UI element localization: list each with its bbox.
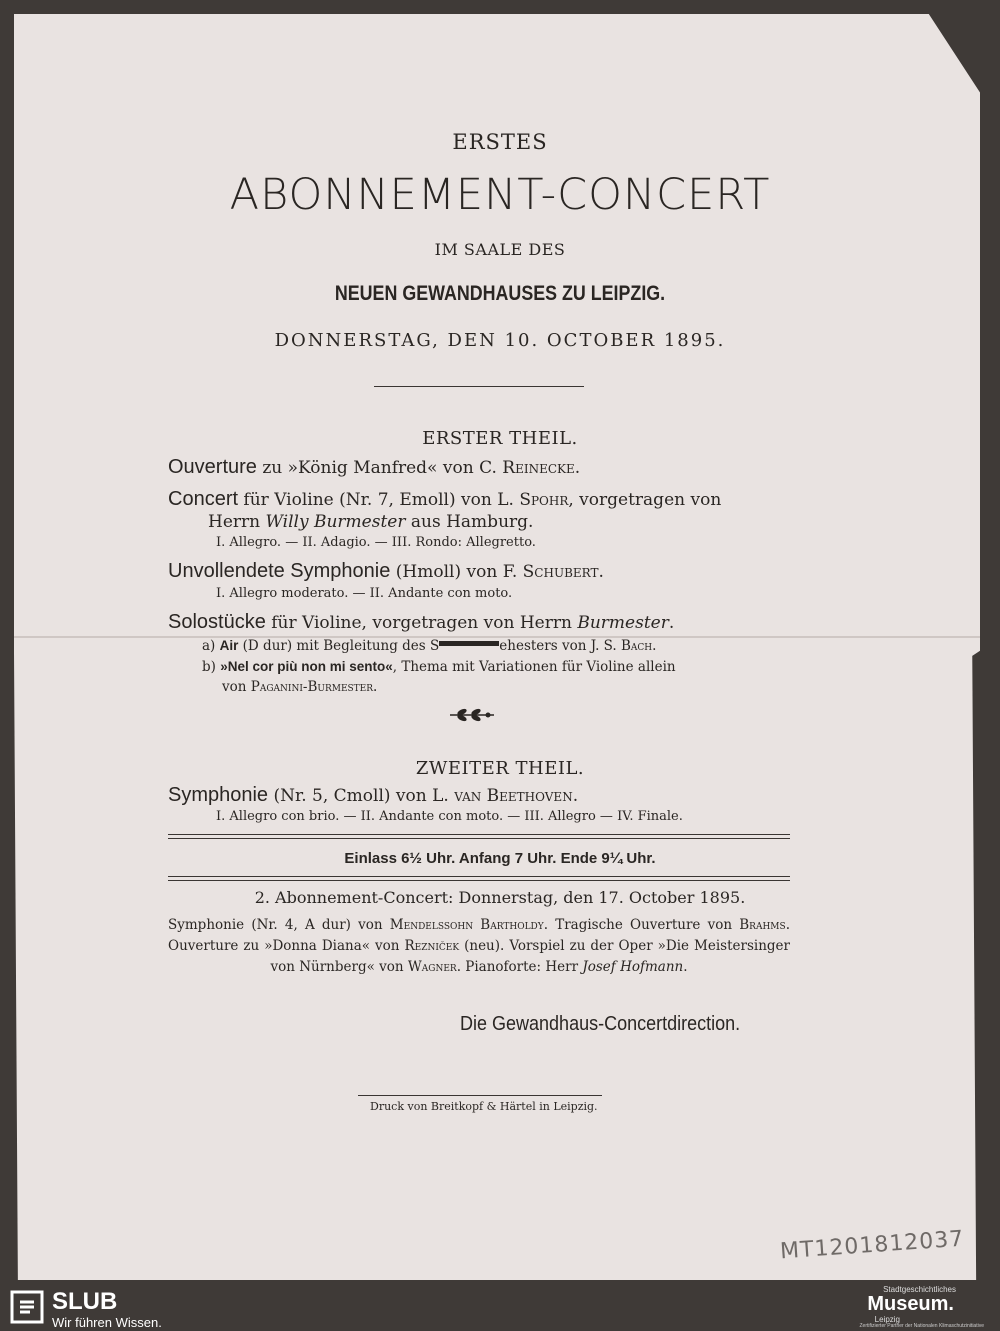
next-concert-program: Symphonie (Nr. 4, A dur) von Mendelssohn Bartholdy. Tragische Ouverture von Brahms. Ouverture zu »Donna Diana« von Rezniček (neu). Vorspiel zu der Oper »Die Meistersinger von Nürnberg« von Wagner. Pianoforte: Herr Josef Hofmann. (168, 917, 790, 975)
divider (374, 386, 584, 387)
signature: Die Gewandhaus-Concertdirection. (460, 1013, 741, 1035)
solostueck-a: a) Air (D dur) mit Begleitung des S ehesters von J. S. Bach. (202, 638, 657, 654)
double-rule (168, 834, 790, 835)
program-item-symphonie-5: Symphonie (Nr. 5, Cmoll) von L. van Beethoven. (168, 784, 579, 806)
symphonie-movements: I. Allegro moderato. — II. Andante con moto. (216, 586, 513, 601)
time-info: Einlass 6½ Uhr. Anfang 7 Uhr. Ende 9¼ Uhr. (344, 850, 656, 867)
next-concert-heading: 2. Abonnement-Concert: Donnerstag, den 17. October 1895. (254, 888, 746, 907)
part1-heading: ERSTER THEIL. (422, 428, 578, 449)
program-item-symphonie: Unvollendete Symphonie (Hmoll) von F. Schubert. (168, 560, 604, 582)
museum-logo: Museum. (867, 1293, 954, 1315)
header-im-saale: IM SAALE DES (434, 240, 566, 259)
printer-note: Druck von Breitkopf & Härtel in Leipzig. (370, 1100, 598, 1113)
program-item-solostuecke: Solostücke für Violine, vorgetragen von Herrn Burmester. (168, 611, 675, 633)
archive-number: MT1201812037 (779, 1226, 966, 1265)
symphonie-5-movements: I. Allegro con brio. — II. Andante con moto. — III. Allegro — IV. Finale. (216, 809, 683, 824)
torn-hole (439, 641, 499, 646)
divider (358, 1095, 602, 1096)
page-title: ABONNEMENT-CONCERT (229, 170, 771, 220)
program-item-ouverture: Ouverture zu »König Manfred« von C. Reinecke. (168, 456, 581, 478)
header-venue: NEUEN GEWANDHAUSES ZU LEIPZIG. (334, 282, 666, 305)
slub-logo-icon (10, 1290, 44, 1324)
slub-tagline: Wir führen Wissen. (52, 1315, 162, 1330)
header-date: DONNERSTAG, DEN 10. OCTOBER 1895. (274, 330, 726, 351)
concert-soloist-line: Herrn Willy Burmester aus Hamburg. (208, 512, 534, 532)
slub-logo: SLUB (52, 1288, 118, 1315)
museum-note: Zertifizierter Partner der Nationalen Klimaschutzinitiative (859, 1323, 984, 1329)
double-rule (168, 880, 790, 881)
concert-movements: I. Allegro. — II. Adagio. — III. Rondo: Allegretto. (216, 535, 536, 550)
museum-city: Leipzig (874, 1315, 900, 1324)
double-rule (168, 838, 790, 839)
part2-heading: ZWEITER THEIL. (415, 758, 585, 779)
ornament-icon (448, 707, 496, 723)
solostueck-b: b) »Nel cor più non mi sento«, Thema mit Variationen für Violine allein (202, 659, 676, 675)
program-item-concert: Concert für Violine (Nr. 7, Emoll) von L. Spohr, vorgetragen von (168, 488, 722, 510)
museum-label: Stadtgeschichtliches (883, 1285, 956, 1294)
double-rule (168, 876, 790, 877)
solostueck-b-composer: von Paganini-Burmester. (222, 679, 378, 695)
header-erstes: ERSTES (452, 130, 548, 154)
